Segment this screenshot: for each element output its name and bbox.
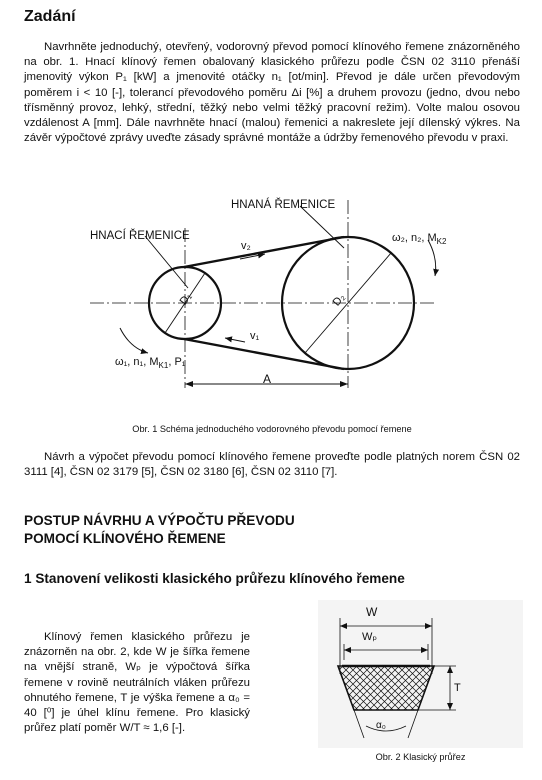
standards-text: Návrh a výpočet převodu pomocí klínového řemene proveďte podle platných norem ČSN 02 3111 [4], ČSN 02 3179 [5], ČSN 02 3180 [6], ČSN 02 3110 [7]. (24, 451, 520, 479)
figure1-caption: Obr. 1 Schéma jednoduchého vodorovného převodu pomocí řemene (132, 424, 412, 434)
standards-paragraph (24, 450, 520, 480)
label-v2: v₂ (241, 240, 251, 252)
subsection-title: 1 Stanovení velikosti klasického průřezu klínového řemene (24, 571, 405, 586)
belt-text: Klínový řemen klasického průřezu je znázorněn na obr. 2, kde W je šířka řemene na vnější straně, Wₚ je výpočtová šířka řemene v rovině neutrálních vláken průřezu ohnutého řemene, T je výška řemene a α₀ = 40 [⁰] je úhel klínu řemene. Pro klasický průřez platí poměr W/T ≈ 1,6 [-]. (24, 631, 250, 735)
belt-paragraph (24, 630, 250, 736)
label-alpha: α₀ (376, 720, 386, 731)
label-omega1: ω₁, n₁, $M_{K1}$, P₁ (115, 356, 186, 371)
label-wp: Wₚ (362, 631, 378, 643)
label-axis-a: A (263, 372, 272, 386)
heading-zadani: Zadání (24, 8, 76, 25)
label-d1: D₁ (177, 290, 195, 308)
label-v1: v₁ (250, 330, 260, 342)
intro-text: Navrhněte jednoduchý, otevřený, vodorovný převod pomocí klínového řemene znázorněného na obr. 1. Hnací klínový řemen obalovaný klasického průřezu podle ČSN 02 3110 přenáší jmenovitý výkon P₁ [kW] a jmenovité otáčky n₁ [ot/min]. Převod je dále určen převodovým poměrem i < 10 [-], tolerancí převodového poměru Δi [%] a druhem provozu (jedno, dvou nebo třísměnný provoz, lehký, střední, těžký nebo velmi těžký pracovní režim). Volte malou osovou vzdálenost A [mm]. Dále navrhněte hnací (malou) řemenici a nakreslete její dílenský výkres. Na závěr výpočtové zprávy uveďte zásady správné montáže a údržby řemenového převodu v praxi. (24, 41, 520, 145)
belt-upper (184, 237, 344, 267)
label-w: W (366, 605, 378, 619)
figure-belt-cross-section (318, 600, 523, 748)
label-d2: D₂ (330, 291, 348, 309)
label-omega2: ω₂, n₂, $M_{K2}$ (392, 232, 447, 247)
label-t: T (454, 682, 461, 694)
label-driven-pulley: HNANÁ ŘEMENICE (231, 199, 336, 211)
intro-paragraph (24, 40, 520, 146)
belt-lower (184, 339, 344, 369)
figure2-caption: Obr. 2 Klasický průřez (375, 752, 466, 762)
label-driving-pulley: HNACÍ ŘEMENICE (90, 230, 190, 242)
section-title: POSTUP NÁVRHU A VÝPOČTU PŘEVODU POMOCÍ KLÍNOVÉHO ŘEMENE (24, 513, 295, 546)
